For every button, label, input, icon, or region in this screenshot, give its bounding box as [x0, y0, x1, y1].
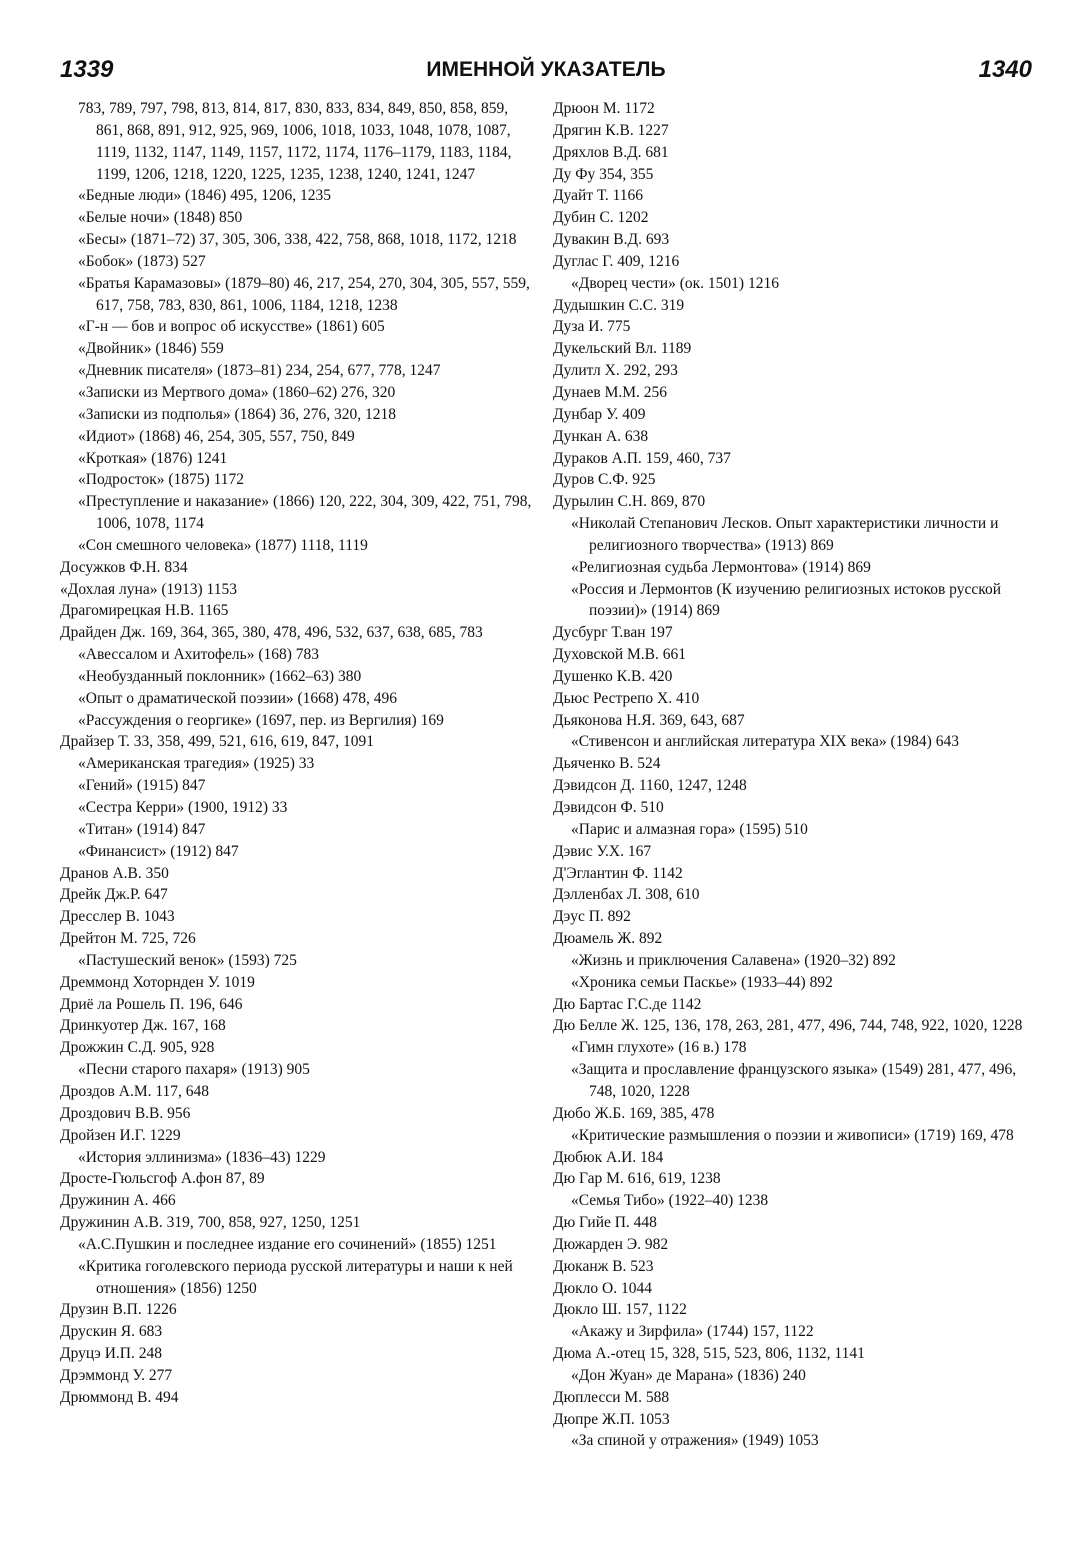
- index-subentry: «Жизнь и приключения Салавена» (1920–32) 892: [571, 951, 896, 969]
- index-subentry: «Гений» (1915) 847: [78, 777, 206, 795]
- index-subentry: «Записки из подполья» (1864) 36, 276, 320, 1218: [78, 405, 396, 423]
- index-entry: Дрейтон М. 725, 726: [60, 930, 196, 948]
- index-subentry: «Рассуждения о георгике» (1697, пер. из Вергилия) 169: [78, 711, 444, 729]
- index-entry: Духовской М.В. 661: [553, 646, 686, 664]
- index-entry: Дресслер В. 1043: [60, 908, 175, 926]
- index-subentry: «Стивенсон и английская литература XIX века» (1984) 643: [571, 733, 959, 751]
- index-entry: «Дохлая луна» (1913) 1153: [60, 580, 237, 598]
- index-entry: Дуров С.Ф. 925: [553, 471, 656, 489]
- index-subentry: «Николай Степанович Лесков. Опыт характеристики личности и религиозного творчества» (1913) 869: [571, 515, 999, 554]
- index-subentry: «А.С.Пушкин и последнее издание его сочинений» (1855) 1251: [78, 1235, 497, 1253]
- index-subentry: 783, 789, 797, 798, 813, 814, 817, 830, 833, 834, 849, 850, 858, 859, 861, 868, 891, 912, 925, 969, 1006, 1018, 1033, 1048, 1078, 1087, 1119, 1132, 1147, 1149, 1157, 1172, 1174, 1176–1179, 1183, 1184, 1199, 1206, 1218, 1220, 1225, 1235, 1238, 1240, 1241, 1247: [78, 100, 512, 183]
- page-number-right: 1340: [978, 56, 1032, 83]
- index-entry: Дройзен И.Г. 1229: [60, 1126, 181, 1144]
- index-entry: Дюкло О. 1044: [553, 1279, 652, 1297]
- index-entry: Дринкуотер Дж. 167, 168: [60, 1017, 226, 1035]
- index-entry: Дранов А.В. 350: [60, 864, 169, 882]
- index-subentry: «Авессалом и Ахитофель» (168) 783: [78, 646, 320, 664]
- index-entry: Душенко К.В. 420: [553, 667, 673, 685]
- index-entry: Дюбо Ж.Б. 169, 385, 478: [553, 1104, 715, 1122]
- index-subentry: «Бедные люди» (1846) 495, 1206, 1235: [78, 187, 331, 205]
- page-title: ИМЕННОЙ УКАЗАТЕЛЬ: [426, 58, 666, 81]
- index-entry: Дюма А.-отец 15, 328, 515, 523, 806, 1132, 1141: [553, 1345, 865, 1363]
- index-entry: Дунаев М.М. 256: [553, 383, 668, 401]
- index-entry: Дюамель Ж. 892: [553, 930, 663, 948]
- index-subentry: «Титан» (1914) 847: [78, 820, 206, 838]
- index-entry: Дьюс Рестрепо Х. 410: [553, 689, 700, 707]
- index-entry: Дроздович В.В. 956: [60, 1104, 191, 1122]
- index-subentry: «Кроткая» (1876) 1241: [78, 449, 228, 467]
- index-subentry: «Белые ночи» (1848) 850: [78, 209, 243, 227]
- index-entry: Дуглас Г. 409, 1216: [553, 252, 680, 270]
- index-entry: Дюплесси М. 588: [553, 1388, 670, 1406]
- index-subentry: «Бобок» (1873) 527: [78, 252, 206, 270]
- index-entry: Дрожжин С.Д. 905, 928: [60, 1039, 215, 1057]
- index-entry: Дуза И. 775: [553, 318, 631, 336]
- index-entry: Друзин В.П. 1226: [60, 1301, 177, 1319]
- index-entry: Дэвис У.Х. 167: [553, 842, 652, 860]
- index-column-right: [553, 98, 1031, 1452]
- index-subentry: «Пастушеский венок» (1593) 725: [78, 951, 297, 969]
- index-entry: Дэвидсон Ф. 510: [553, 799, 664, 816]
- index-entry: Дувакин В.Д. 693: [553, 231, 670, 249]
- index-subentry: «Опыт о драматической поэзии» (1668) 478, 496: [78, 689, 397, 707]
- index-entry: Драйзер Т. 33, 358, 499, 521, 616, 619, 847, 1091: [60, 733, 375, 751]
- index-entry: Драгомирецкая Н.В. 1165: [60, 602, 229, 620]
- index-entry: Дукельский Вл. 1189: [553, 340, 692, 358]
- index-subentry: «История эллинизма» (1836–43) 1229: [78, 1148, 326, 1166]
- index-subentry: «Американская трагедия» (1925) 33: [78, 755, 315, 773]
- index-subentry: «Россия и Лермонтов (К изучению религиозных истоков русской поэзии)» (1914) 869: [571, 580, 1001, 620]
- index-subentry: «Семья Тибо» (1922–40) 1238: [571, 1192, 769, 1210]
- index-entry: Дроздов А.М. 117, 648: [60, 1082, 210, 1100]
- index-entry: Дю Гар М. 616, 619, 1238: [553, 1170, 721, 1188]
- index-entry: Дюпре Ж.П. 1053: [553, 1410, 670, 1428]
- index-entry: Д'Эглантин Ф. 1142: [553, 864, 683, 882]
- index-subentry: «Сестра Керри» (1900, 1912) 33: [78, 799, 288, 816]
- index-subentry: «Сон смешного человека» (1877) 1118, 1119: [78, 536, 368, 554]
- index-entry: Дунбар У. 409: [553, 405, 646, 423]
- index-entry: Дрюммонд В. 494: [60, 1388, 179, 1406]
- index-entry: Дряхлов В.Д. 681: [553, 143, 669, 161]
- index-entry: Дросте-Гюльсгоф А.фон 87, 89: [60, 1170, 265, 1188]
- index-subentry: «Братья Карамазовы» (1879–80) 46, 217, 254, 270, 304, 305, 557, 559, 617, 758, 783, 830, 861, 1006, 1184, 1218, 1238: [78, 274, 530, 314]
- index-subentry: «За спиной у отражения» (1949) 1053: [571, 1432, 819, 1450]
- index-entry: Дрягин К.В. 1227: [553, 121, 669, 139]
- index-subentry: «Дон Жуан» де Марана» (1836) 240: [571, 1366, 806, 1384]
- index-entry: Дружинин А. 466: [60, 1192, 176, 1210]
- index-subentry: «Идиот» (1868) 46, 254, 305, 557, 750, 849: [78, 427, 355, 445]
- index-subentry: «Записки из Мертвого дома» (1860–62) 276, 320: [78, 383, 396, 401]
- page-header: [60, 52, 1032, 92]
- index-subentry: «Религиозная судьба Лермонтова» (1914) 869: [571, 558, 871, 576]
- index-entry: Дю Бартас Г.С.де 1142: [553, 995, 702, 1013]
- index-entry: Дуайт Т. 1166: [553, 187, 644, 205]
- index-subentry: «Акажу и Зирфила» (1744) 157, 1122: [571, 1323, 814, 1341]
- index-subentry: «Хроника семьи Паскье» (1933–44) 892: [571, 973, 833, 991]
- index-entry: Дюканж В. 523: [553, 1257, 654, 1275]
- index-subentry: «Защита и прославление французского языка» (1549) 281, 477, 496, 748, 1020, 1228: [571, 1061, 1017, 1100]
- index-subentry: «Критика гоголевского периода русской литературы и наши к ней отношения» (1856) 1250: [78, 1257, 513, 1297]
- index-subentry: «Преступление и наказание» (1866) 120, 222, 304, 309, 422, 751, 798, 1006, 1078, 1174: [78, 493, 532, 533]
- index-subentry: «Гимн глухоте» (16 в.) 178: [571, 1039, 747, 1057]
- index-entry: Дудышкин С.С. 319: [553, 296, 685, 314]
- page-number-left: 1339: [60, 56, 114, 83]
- index-entry: Драйден Дж. 169, 364, 365, 380, 478, 496, 532, 637, 638, 685, 783: [60, 624, 483, 642]
- index-subentry: «Финансист» (1912) 847: [78, 842, 239, 860]
- index-entry: Дункан А. 638: [553, 427, 649, 445]
- index-entry: Дю Белле Ж. 125, 136, 178, 263, 281, 477, 496, 744, 748, 922, 1020, 1228: [553, 1017, 1023, 1035]
- index-entry: Дьяконова Н.Я. 369, 643, 687: [553, 711, 745, 729]
- index-entry: Дурылин С.Н. 869, 870: [553, 493, 706, 511]
- index-subentry: «Дворец чести» (ок. 1501) 1216: [571, 274, 779, 292]
- index-entry: Дрэммонд У. 277: [60, 1366, 173, 1384]
- index-entry: Дюбюк А.И. 184: [553, 1148, 664, 1166]
- index-entry: Дюжарден Э. 982: [553, 1235, 669, 1253]
- index-entry: Дрюон М. 1172: [553, 100, 655, 117]
- index-subentry: «Критические размышления о поэзии и живописи» (1719) 169, 478: [571, 1126, 1014, 1144]
- index-entry: Ду Фу 354, 355: [553, 165, 654, 183]
- index-entry: Досужков Ф.Н. 834: [60, 558, 188, 576]
- index-entry: Друскин Я. 683: [60, 1323, 163, 1341]
- index-entry: Дэвидсон Д. 1160, 1247, 1248: [553, 777, 747, 795]
- index-entry: Дриё ла Рошель П. 196, 646: [60, 995, 243, 1013]
- index-subentry: «Песни старого пахаря» (1913) 905: [78, 1061, 310, 1079]
- index-entry: Дубин С. 1202: [553, 209, 649, 227]
- index-entry: Дюкло Ш. 157, 1122: [553, 1301, 687, 1319]
- index-entry: Дьяченко В. 524: [553, 755, 661, 773]
- index-subentry: «Дневник писателя» (1873–81) 234, 254, 677, 778, 1247: [78, 362, 441, 380]
- index-entry: Дураков А.П. 159, 460, 737: [553, 449, 731, 467]
- index-entry: Дусбург Т.ван 197: [553, 624, 673, 642]
- index-entry: Дреммонд Хоторнден У. 1019: [60, 973, 255, 991]
- index-entry: Дружинин А.В. 319, 700, 858, 927, 1250, 1251: [60, 1214, 361, 1232]
- index-subentry: «Парис и алмазная гора» (1595) 510: [571, 820, 808, 838]
- index-entry: Дулитл Х. 292, 293: [553, 362, 678, 380]
- index-subentry: «Необузданный поклонник» (1662–63) 380: [78, 667, 362, 685]
- index-entry: Дэус П. 892: [553, 908, 631, 926]
- index-entry: Дэлленбах Л. 308, 610: [553, 886, 700, 904]
- index-subentry: «Подросток» (1875) 1172: [78, 471, 244, 489]
- index-subentry: «Двойник» (1846) 559: [78, 340, 224, 358]
- index-entry: Друцэ И.П. 248: [60, 1345, 162, 1363]
- index-entry: Дю Гийе П. 448: [553, 1214, 657, 1232]
- index-subentry: «Г-н — бов и вопрос об искусстве» (1861) 605: [78, 318, 385, 336]
- index-entry: Дрейк Дж.Р. 647: [60, 886, 168, 904]
- index-subentry: «Бесы» (1871–72) 37, 305, 306, 338, 422, 758, 868, 1018, 1172, 1218: [78, 231, 517, 249]
- index-column-left: [60, 98, 535, 1409]
